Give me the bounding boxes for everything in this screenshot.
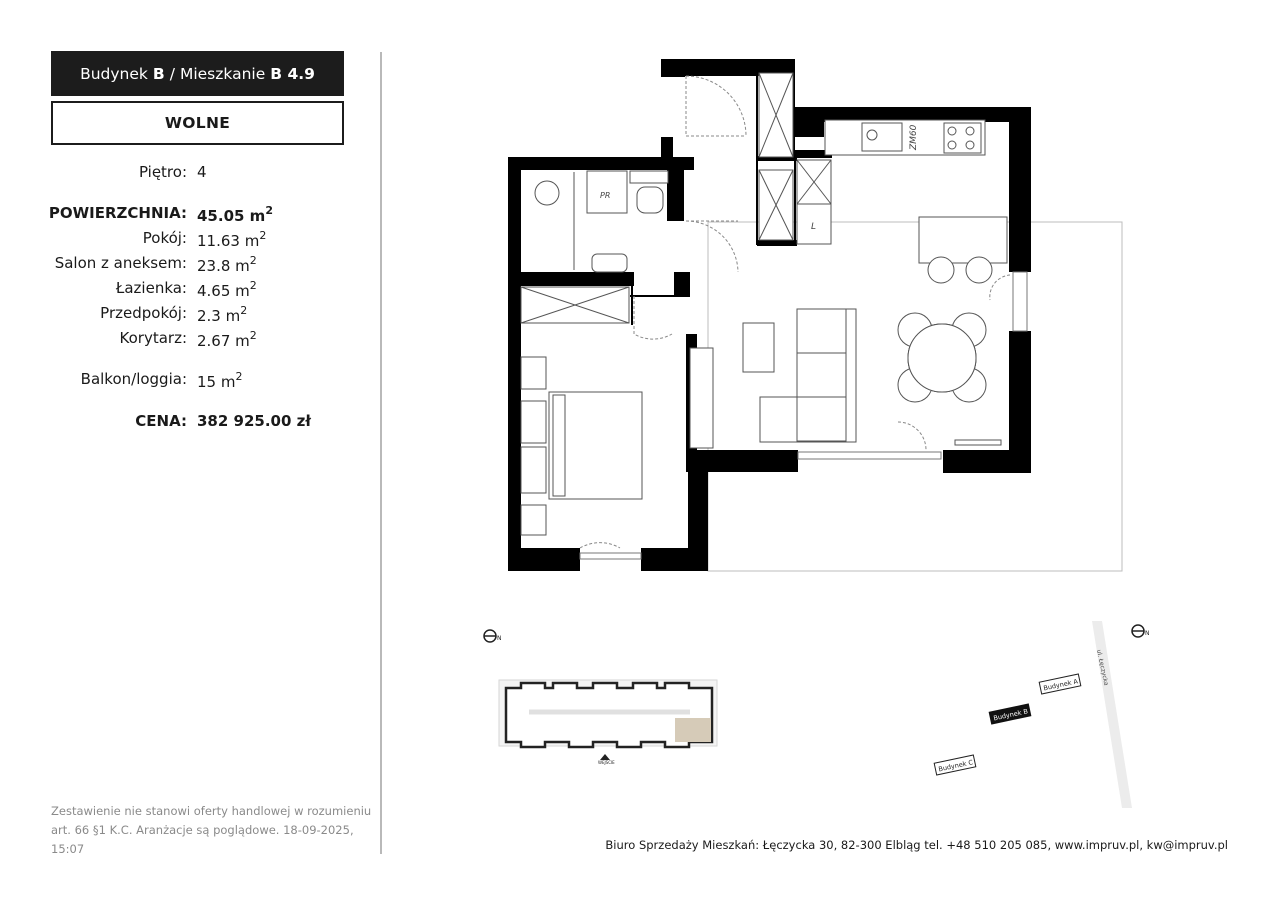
building-b-label: Budynek B [992, 707, 1029, 723]
room-value: 4.65 m [197, 282, 250, 300]
balcony-label: Balkon/loggia: [80, 370, 187, 388]
area-label: POWIERZCHNIA: [48, 204, 187, 222]
fridge-label: PR [600, 191, 611, 200]
apartment-value: B 4.9 [270, 64, 315, 83]
building-a-tag [1039, 674, 1081, 694]
oven-label: ZM60 [909, 124, 919, 150]
unit-superscript: 2 [249, 279, 257, 292]
floor-value: 4 [197, 163, 207, 181]
unit-superscript: 2 [265, 204, 273, 217]
north-icon [1132, 625, 1144, 637]
footer-contact: Biuro Sprzedaży Mieszkań: Łęczycka 30, 82-300 Elbląg tel. +48 510 205 085, www.impruv.pl, kw@impruv.pl [605, 838, 1228, 852]
room-label: Przedpokój: [100, 304, 187, 322]
entrance-label: WEJŚCIE [598, 760, 615, 765]
price-label: CENA: [135, 412, 187, 430]
bedroom-furniture [521, 357, 642, 535]
area-value: 45.05 m [197, 207, 266, 225]
building-value: B [152, 64, 165, 83]
apartment-floor-plan [508, 59, 1122, 571]
unit-superscript: 2 [240, 304, 248, 317]
building-label: Budynek [80, 64, 148, 83]
apartment-label: Mieszkanie [179, 64, 266, 83]
room-label: Łazienka: [115, 279, 187, 297]
site-plan [934, 621, 1149, 808]
building-c-label: Budynek C [937, 758, 974, 774]
unit-superscript: 2 [249, 254, 257, 267]
header-separator: / [169, 64, 175, 83]
status-badge: WOLNE [51, 101, 344, 145]
unit-superscript: 2 [259, 229, 267, 242]
room-label: Pokój: [142, 229, 187, 247]
room-value: 2.3 m [197, 307, 241, 325]
north-icon [484, 630, 496, 642]
unit-superscript: 2 [249, 329, 257, 342]
room-value: 23.8 m [197, 257, 250, 275]
building-b-tag [989, 704, 1031, 724]
unit-superscript: 2 [235, 370, 243, 383]
room-value: 2.67 m [197, 332, 250, 350]
floor-label: Piętro: [138, 163, 187, 181]
building-a-label: Budynek A [1042, 677, 1079, 693]
north-label: N [1145, 630, 1150, 637]
room-label: Salon z aneksem: [54, 254, 187, 272]
disclaimer-text: Zestawienie nie stanowi oferty handlowej w rozumieniu art. 66 §1 K.C. Aranżacje są poglądowe. 18-09-2025, 15:07 [51, 804, 372, 856]
key-plan [484, 630, 717, 765]
wardrobe-label: L [811, 222, 817, 232]
street-label: ul. Łęczycka [1095, 648, 1110, 687]
dining-table [908, 324, 976, 392]
bathroom-fixtures [535, 171, 668, 272]
room-value: 11.63 m [197, 232, 260, 250]
balcony-value: 15 m [197, 373, 236, 391]
price-value: 382 925.00 zł [197, 412, 311, 430]
north-label: N [497, 635, 502, 642]
building-c-tag [934, 755, 976, 775]
room-label: Korytarz: [119, 329, 187, 347]
highlighted-unit [675, 718, 711, 742]
